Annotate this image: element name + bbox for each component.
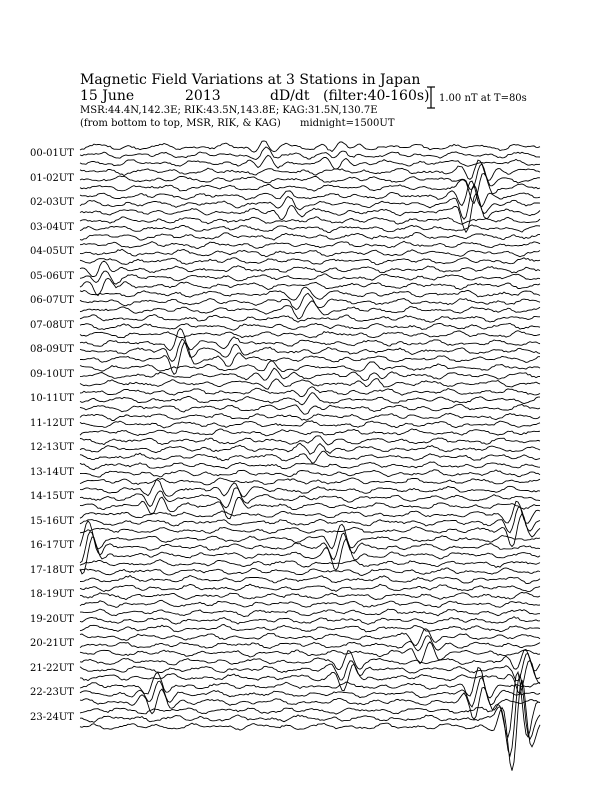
hour-label: 12-13UT: [30, 442, 74, 453]
trace-msr-hour-11: [80, 429, 540, 436]
hour-label: 02-03UT: [30, 197, 74, 208]
trace-msr-hour-12: [80, 451, 540, 463]
hour-label: 21-22UT: [30, 662, 74, 674]
trace-rik-hour-1: [80, 164, 540, 189]
trace-kag-hour-18: [80, 584, 540, 591]
hour-label: 04-05UT: [30, 246, 74, 257]
trace-msr-hour-4: [80, 258, 540, 265]
hour-label: 13-14UT: [30, 466, 74, 478]
trace-msr-hour-19: [80, 625, 540, 632]
trace-kag-hour-19: [80, 609, 540, 617]
trace-msr-hour-5: [80, 278, 540, 295]
chart-title: Magnetic Field Variations at 3 Stations in Japan: [80, 72, 421, 88]
trace-msr-hour-13: [80, 478, 540, 485]
hour-label: 10-11UT: [30, 393, 74, 404]
trace-kag-hour-7: [80, 315, 540, 323]
hour-label: 19-20UT: [30, 613, 74, 625]
trace-rik-hour-5: [80, 271, 540, 284]
chart-date: 15 June: [80, 88, 135, 104]
stations-label: MSR:44.4N,142.3E; RIK:43.5N,143.8E; KAG:31.5N,130.7E: [80, 105, 378, 116]
trace-rik-hour-10: [80, 393, 540, 405]
hour-label: 08-09UT: [30, 344, 74, 355]
trace-msr-hour-15: [80, 514, 540, 547]
trace-msr-hour-17: [80, 576, 540, 584]
hour-label: 09-10UT: [30, 368, 74, 380]
trace-kag-hour-0: [80, 141, 540, 152]
hour-label: 23-24UT: [30, 711, 74, 723]
hour-label: 22-23UT: [30, 687, 74, 698]
hour-label: 16-17UT: [30, 540, 74, 551]
trace-rik-hour-11: [80, 421, 540, 428]
trace-kag-hour-17: [80, 560, 540, 568]
trace-rik-hour-23: [80, 675, 540, 756]
trace-msr-hour-18: [80, 600, 540, 607]
trace-rik-hour-4: [80, 249, 540, 256]
trace-kag-hour-3: [80, 217, 540, 225]
trace-kag-hour-11: [80, 413, 540, 420]
hour-label: 11-12UT: [30, 417, 74, 429]
hour-label: 18-19UT: [30, 589, 74, 600]
hour-label: 20-21UT: [30, 638, 74, 649]
trace-group: [80, 141, 540, 771]
trace-kag-hour-12: [80, 436, 540, 445]
trace-rik-hour-0: [80, 147, 540, 160]
hour-label: 00-01UT: [30, 148, 74, 159]
trace-kag-hour-8: [80, 329, 540, 351]
data-type-label: dD/dt: [270, 88, 310, 104]
trace-rik-hour-12: [80, 443, 540, 454]
trace-msr-hour-10: [80, 404, 540, 414]
trace-rik-hour-21: [80, 654, 540, 681]
trace-rik-hour-9: [80, 368, 540, 380]
hour-label: 07-08UT: [30, 319, 74, 331]
trace-kag-hour-9: [80, 361, 540, 372]
trace-kag-hour-14: [80, 480, 540, 497]
scale-label: 1.00 nT at T=80s: [439, 93, 527, 104]
hour-label: 03-04UT: [30, 221, 74, 233]
hour-label: 15-16UT: [30, 515, 74, 527]
trace-kag-hour-5: [80, 261, 540, 277]
trace-msr-hour-20: [80, 642, 540, 664]
trace-kag-hour-13: [80, 462, 540, 470]
trace-rik-hour-7: [80, 323, 540, 330]
station-order-note: (from bottom to top, MSR, RIK, & KAG): [80, 118, 281, 129]
hour-label: 14-15UT: [30, 491, 74, 502]
trace-kag-hour-16: [80, 521, 540, 549]
trace-rik-hour-19: [80, 617, 540, 625]
trace-rik-hour-3: [80, 225, 540, 233]
trace-kag-hour-4: [80, 241, 540, 248]
trace-rik-hour-13: [80, 470, 540, 477]
trace-kag-hour-6: [80, 287, 540, 300]
trace-msr-hour-7: [80, 331, 540, 338]
hour-label: 05-06UT: [30, 270, 74, 282]
hour-label: 06-07UT: [30, 295, 74, 306]
chart-year: 2013: [185, 88, 221, 104]
trace-msr-hour-0: [80, 155, 540, 169]
filter-label: (filter:40-160s): [323, 88, 430, 104]
trace-kag-hour-23: [80, 672, 540, 737]
midnight-note: midnight=1500UT: [300, 118, 395, 129]
trace-msr-hour-8: [80, 343, 540, 375]
trace-msr-hour-21: [80, 660, 540, 694]
hour-label: 17-18UT: [30, 564, 74, 576]
hour-label: 01-02UT: [30, 172, 74, 184]
trace-rik-hour-17: [80, 568, 540, 576]
trace-msr-hour-16: [80, 537, 540, 574]
trace-rik-hour-18: [80, 592, 540, 599]
trace-msr-hour-3: [80, 233, 540, 241]
